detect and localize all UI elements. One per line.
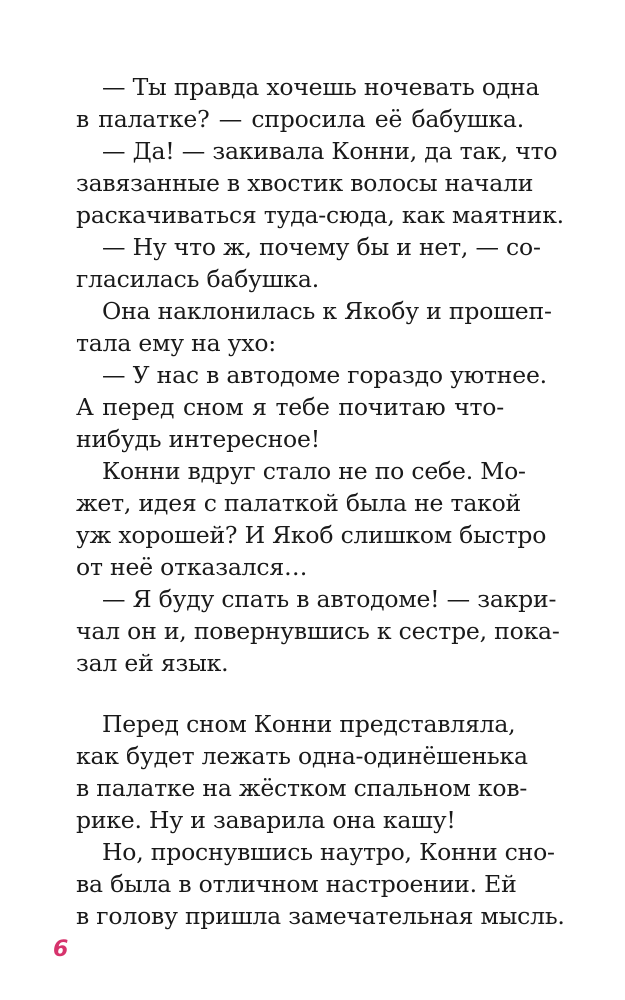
text-line: гласилась бабушка. (76, 265, 319, 293)
text-line: зал ей язык. (76, 649, 229, 677)
text-line: в палатке? — спросила её бабушка. (76, 105, 524, 133)
text-line: жет, идея с палаткой была не такой (76, 489, 522, 517)
text-line: чал он и, повернувшись к сестре, пока- (76, 617, 560, 645)
text-line: тала ему на ухо: (76, 329, 276, 357)
text-line: — Я буду спать в автодоме! — закри- (102, 585, 557, 613)
text-line: завязанные в хвостик волосы начали (76, 169, 534, 197)
text-line: — Ну что ж, почему бы и нет, — со- (102, 233, 541, 261)
text-line: А перед сном я тебе почитаю что- (76, 393, 504, 421)
text-line: уж хорошей? И Якоб слишком быстро (76, 521, 547, 549)
text-line: нибудь интересное! (76, 425, 320, 453)
page-number: 6 (53, 937, 69, 962)
text-line: Но, проснувшись наутро, Конни сно- (102, 838, 555, 866)
text-line: — Ты правда хочешь ночевать одна (102, 73, 540, 101)
text-line: как будет лежать одна-одинёшенька (76, 742, 528, 770)
text-line: Конни вдруг стало не по себе. Мо- (102, 457, 526, 485)
text-line: Она наклонилась к Якобу и прошеп- (102, 297, 552, 325)
text-line: Перед сном Конни представляла, (102, 710, 516, 738)
text-line: в голову пришла замечательная мысль. (76, 902, 565, 930)
text-line: рике. Ну и заварила она кашу! (76, 806, 456, 834)
text-line: — У нас в автодоме гораздо уютнее. (102, 361, 547, 389)
text-line: — Да! — закивала Конни, да так, что (102, 137, 558, 165)
text-line: от неё отказался… (76, 553, 308, 581)
text-line: раскачиваться туда-сюда, как маятник. (76, 201, 564, 229)
text-line: в палатке на жёстком спальном ков- (76, 774, 528, 802)
text-line: ва была в отличном настроении. Ей (76, 870, 517, 898)
